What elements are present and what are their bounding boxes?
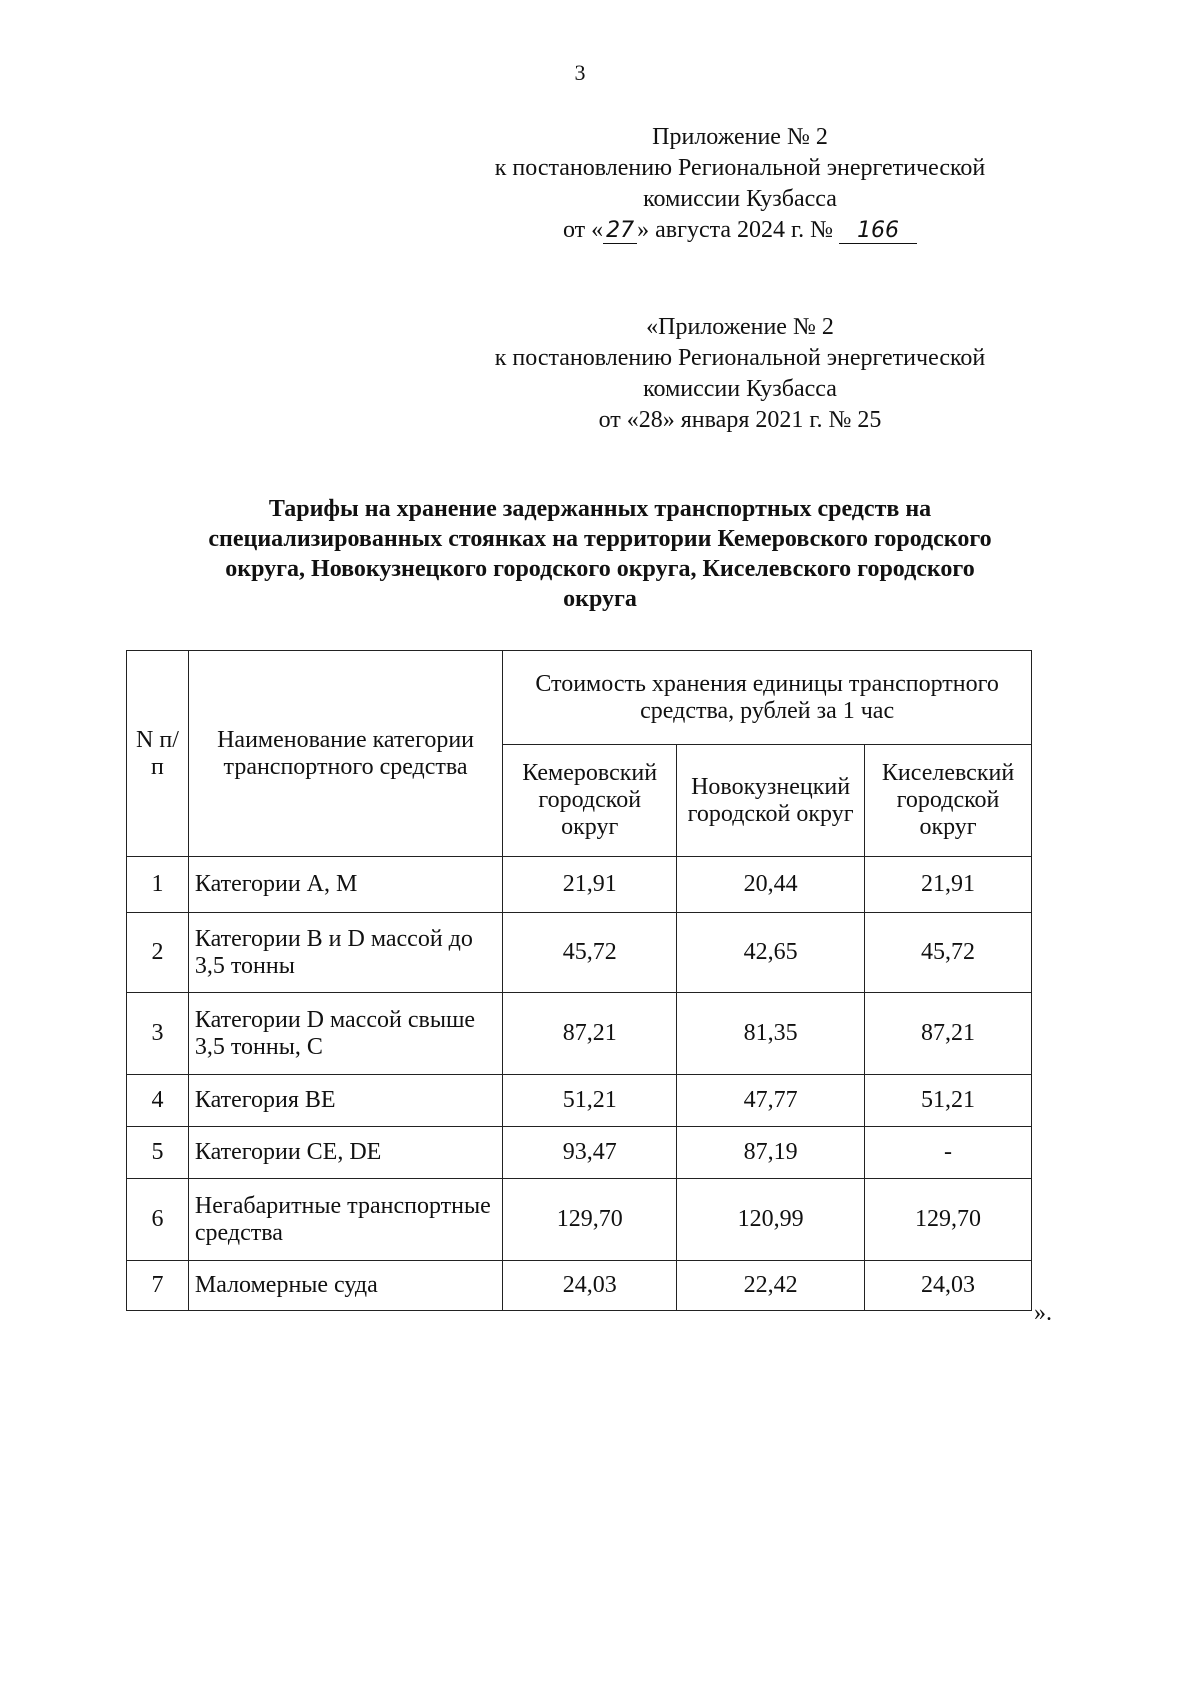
row-number: 3 bbox=[127, 993, 189, 1075]
appendix-date-line bbox=[440, 215, 1040, 246]
row-category: Категории B и D массой до 3,5 тонны bbox=[188, 913, 502, 993]
table-row bbox=[127, 857, 1032, 913]
original-appendix-date: от «28» января 2021 г. № 25 bbox=[598, 407, 882, 433]
row-number: 4 bbox=[127, 1075, 189, 1127]
value-kemerovo: 51,21 bbox=[503, 1075, 677, 1127]
value-kemerovo: 21,91 bbox=[503, 857, 677, 913]
page-number: 3 bbox=[574, 60, 586, 85]
header-storage-cost: Стоимость хранения единицы транспортного средства, рублей за 1 час bbox=[503, 651, 1032, 745]
appendix-date-mid: » августа 2024 г. № bbox=[637, 217, 840, 243]
closing-quote: ». bbox=[1034, 1300, 1052, 1326]
title-line-3: округа, Новокузнецкого городского округа, Киселевского городского bbox=[225, 556, 975, 582]
table-row bbox=[127, 1127, 1032, 1179]
row-category: Негабаритные транспортные средства bbox=[188, 1179, 502, 1261]
header-novokuznetsk: Новокузнецкий городской округ bbox=[677, 745, 865, 857]
row-category: Категории A, M bbox=[188, 857, 502, 913]
row-number: 6 bbox=[127, 1179, 189, 1261]
value-kiselevsk: 51,21 bbox=[865, 1075, 1032, 1127]
row-number: 2 bbox=[127, 913, 189, 993]
value-kiselevsk: 87,21 bbox=[865, 993, 1032, 1075]
title-line-2: специализированных стоянках на территории Кемеровского городского bbox=[208, 526, 992, 552]
appendix-header bbox=[440, 122, 1040, 246]
row-number: 7 bbox=[127, 1261, 189, 1311]
title-line-1: Тарифы на хранение задержанных транспортных средств на bbox=[268, 496, 932, 522]
value-novokuznetsk: 20,44 bbox=[677, 857, 865, 913]
value-novokuznetsk: 120,99 bbox=[677, 1179, 865, 1261]
row-number: 1 bbox=[127, 857, 189, 913]
handwritten-number: 166 bbox=[839, 219, 917, 244]
header-category-name: Наименование категории транспортного средства bbox=[188, 651, 502, 857]
handwritten-day: 27 bbox=[603, 219, 637, 244]
value-kiselevsk: 129,70 bbox=[865, 1179, 1032, 1261]
table-row bbox=[127, 1261, 1032, 1311]
row-number: 5 bbox=[127, 1127, 189, 1179]
original-appendix-title: «Приложение № 2 bbox=[646, 314, 834, 340]
row-category: Категории CE, DE bbox=[188, 1127, 502, 1179]
appendix-commission: комиссии Кузбасса bbox=[643, 186, 837, 212]
value-kiselevsk: 24,03 bbox=[865, 1261, 1032, 1311]
row-category: Маломерные суда bbox=[188, 1261, 502, 1311]
table-row bbox=[127, 913, 1032, 993]
value-novokuznetsk: 47,77 bbox=[677, 1075, 865, 1127]
table-row bbox=[127, 993, 1032, 1075]
value-novokuznetsk: 22,42 bbox=[677, 1261, 865, 1311]
appendix-date-prefix: от « bbox=[562, 217, 604, 243]
value-kemerovo: 87,21 bbox=[503, 993, 677, 1075]
value-kemerovo: 129,70 bbox=[503, 1179, 677, 1261]
value-kiselevsk: - bbox=[865, 1127, 1032, 1179]
original-appendix-commission: комиссии Кузбасса bbox=[643, 376, 837, 402]
table-row bbox=[127, 1179, 1032, 1261]
value-kiselevsk: 45,72 bbox=[865, 913, 1032, 993]
value-novokuznetsk: 81,35 bbox=[677, 993, 865, 1075]
document-title bbox=[120, 494, 1080, 614]
value-kemerovo: 24,03 bbox=[503, 1261, 677, 1311]
value-novokuznetsk: 87,19 bbox=[677, 1127, 865, 1179]
original-appendix-reference: к постановлению Региональной энергетической bbox=[494, 345, 986, 371]
table-row bbox=[127, 1075, 1032, 1127]
header-kiselevsk: Киселевский городской округ bbox=[865, 745, 1032, 857]
row-category: Категории D массой свыше 3,5 тонны, C bbox=[188, 993, 502, 1075]
appendix-reference: к постановлению Региональной энергетической bbox=[494, 155, 986, 181]
tariffs-table bbox=[126, 650, 1032, 1311]
title-line-4: округа bbox=[563, 586, 637, 612]
value-kiselevsk: 21,91 bbox=[865, 857, 1032, 913]
row-category: Категория BE bbox=[188, 1075, 502, 1127]
original-appendix-header bbox=[440, 312, 1040, 436]
value-kemerovo: 45,72 bbox=[503, 913, 677, 993]
appendix-title: Приложение № 2 bbox=[652, 124, 828, 150]
header-kemerovo: Кемеровский городской округ bbox=[503, 745, 677, 857]
header-number: N п/п bbox=[127, 651, 189, 857]
value-novokuznetsk: 42,65 bbox=[677, 913, 865, 993]
value-kemerovo: 93,47 bbox=[503, 1127, 677, 1179]
